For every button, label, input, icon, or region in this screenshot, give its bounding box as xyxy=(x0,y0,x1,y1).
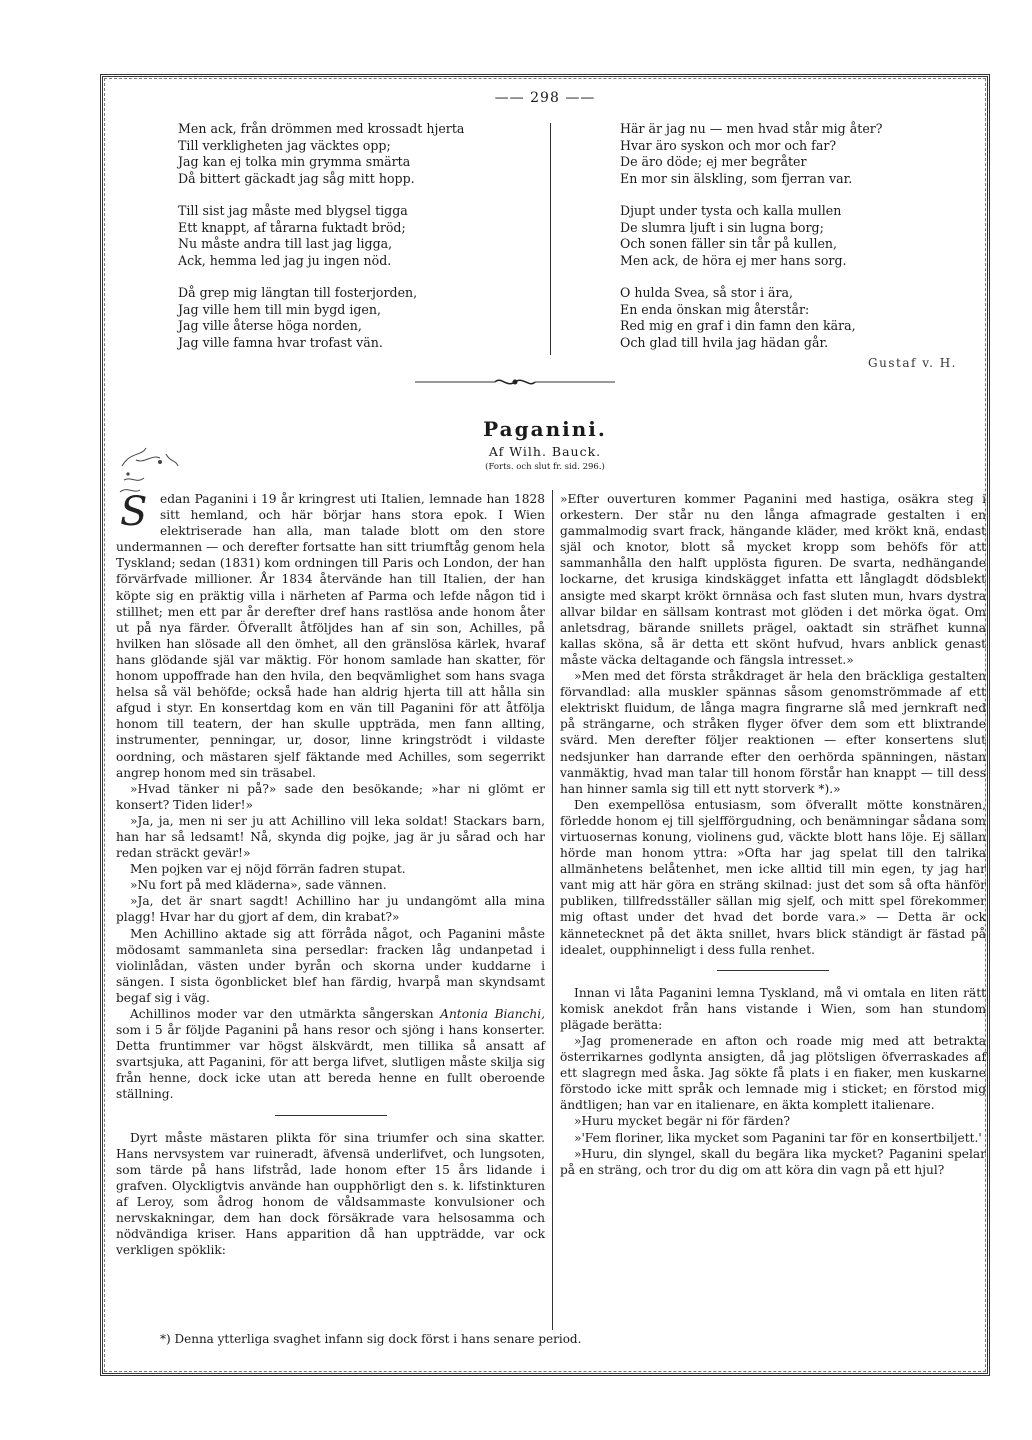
article-paragraph: »Efter ouverturen kommer Paganini med hastiga, osäkra steg i orkestern. Der står nu den långa afmagrade gestalten i en gammalmodig svart frack, hängande kläder, med krökt knä, endast själ och knotor, blott så mycket kropp som behöfs för att sammanhålla den halft upplösta figuren. De svarta, nedhängande lockarne, det krusiga kindskägget infatta ett långlagdt dödsblekt ansigte med skarpt krökt örnnäsa och fast sluten mun, hvars dystra allvar bildar en sällsam kontrast mot glöden i det mörka ögat. Om anletsdrag, bärande snillets prägel, oaktadt sin sträfhet kunna kallas sköna, så är detta ett skönt hufvud, hvars anblick genast måste väcka deltagande och fängsla intresset.» xyxy=(560,492,986,667)
article-title: Paganini. xyxy=(483,417,607,441)
antonia-name: Antonia Bianchi, xyxy=(440,1007,545,1021)
poem-right-column xyxy=(620,121,883,367)
article-paragraph: »'Fem floriner, lika mycket som Paganini tar för en konsertbiljett.' xyxy=(574,1130,982,1145)
poem-line: Men ack, de höra ej mer hans sorg. xyxy=(620,252,847,268)
article-paragraph: Innan vi låta Paganini lemna Tyskland, må vi omtala en liten rätt komisk anekdot från hans vistande i Wien, som han stundom plägade berätta: xyxy=(560,985,986,1032)
ornament-divider-icon xyxy=(415,376,615,388)
section-separator xyxy=(717,970,829,971)
poem-stanza xyxy=(620,121,883,187)
poem-line: Här är jag nu — men hvad står mig åter? xyxy=(620,121,883,136)
poem-line: Då grep mig längtan till fosterjorden, xyxy=(178,285,418,300)
page-number-dash-left: —— xyxy=(494,90,525,106)
poem-stanza xyxy=(178,203,464,269)
page-number-value: 298 xyxy=(530,90,560,106)
article-paragraph: Dyrt måste mästaren plikta för sina triumfer och sina skatter. Hans nervsystem var ruineradt, äfvensä underlifvet, och lungsoten, som tärde på hans lifstråd, lade honom efter 15 års lidande i grafven. Olyckligtvis använde han oupphörligt den s. k. lifstinkturen af Leroy, som ådrog honom de våldsammaste konvulsioner och nervskakningar, dem han dock försäkrade vara helsosamma och nödvändiga kriser. Hans apparition då han uppträdde, var ock verkligen spöklik: xyxy=(116,1130,545,1258)
poem-stanza xyxy=(178,285,464,351)
article-column-divider xyxy=(552,490,553,1330)
poem-signature: Gustaf v. H. xyxy=(868,356,957,370)
article-author: Af Wilh. Bauck. xyxy=(488,444,602,459)
poem-line: Red mig en graf i din famn den kära, xyxy=(620,318,856,333)
poem-line: Och sonen fäller sin tår på kullen, xyxy=(620,236,838,251)
poem-line: Jag ville famna hvar trofast vän. xyxy=(178,334,383,350)
article-paragraph: Den exempellösa entusiasm, som öfverallt mötte konstnären, förledde honom ej till sjelfförgudning, och benämningar sådana som virtuosernas konung, violinens gud, väckte blott hans löje. Ej sällan hörde man honom yttra: »Ofta har jag spelat till den talrika allmänhetens belåtenhet, men icke alltid till min egen, ty jag har vant mig att här göra en sträng skilnad: just det som så ofta hänför publiken, tillfredsställer sällan mig sjelf, och mitt spel förekommer mig oftast under det hvad det borde vara.» — Detta är ock kännetecknet på det äkta snillet, hvars blick ständigt är fästad på idealet, oupphinneligt i dess fulla renhet. xyxy=(560,797,986,957)
poem-line: Jag ville hem till min bygd igen, xyxy=(178,301,381,317)
article-paragraph: »Ja, ja, men ni ser ju att Achillino vill leka soldat! Stackars barn, han har så ledsamt! Nå, skynda dig pojke, jag är ju sårad och har redan sträckt gevär!» xyxy=(116,813,545,861)
article-continuation-note: (Forts. och slut fr. sid. 296.) xyxy=(485,462,605,472)
article-paragraph: Men pojken var ej nöjd förrän fadren stupat. xyxy=(130,862,406,877)
poem-line: Djupt under tysta och kalla mullen xyxy=(620,203,842,218)
poem-line: De slumra ljuft i sin lugna borg; xyxy=(620,219,824,235)
page-number-dash-right: —— xyxy=(565,90,596,106)
poem-line: Då bittert gäckadt jag såg mitt hopp. xyxy=(178,170,415,186)
article-paragraph: Men Achillino aktade sig att förråda något, och Paganini måste mödosamt sammanleta sina persedlar: fracken låg undanpetad i violinlådan, västen under byrån och skorna under kuddarne i sängen. I sista ögonblicket blef han färdig, hvarpå man skyndsamt begaf sig i väg. xyxy=(116,926,545,1005)
poem-left-column xyxy=(178,121,464,367)
article-right-column xyxy=(560,491,986,1178)
poem-line: Ack, hemma led jag ju ingen nöd. xyxy=(178,252,392,268)
article-paragraph: »Ja, det är snart sagdt! Achillino har ju undangömt alla mina plagg! Hvar har du gjort af dem, din krabat?» xyxy=(116,894,545,925)
article-paragraph: »Huru mycket begär ni för färden? xyxy=(574,1114,791,1129)
poem-stanza xyxy=(620,285,883,351)
article-paragraph: »Jag promenerade en afton och roade mig med att betrakta österrikarnes godlynta ansigten, då jag plötsligen öfverraskades af ett slagregn med åska. Jag sökte få plats i en fiaker, men kuskarne förstodo icke mitt språk och lemnade mig i sticket; en förstod mig ändtligen; han var en italienare, en äkta komplett italienare. xyxy=(560,1034,986,1113)
poem-line: En enda önskan mig återstår: xyxy=(620,301,810,317)
poem-line: Men ack, från drömmen med krossadt hjerta xyxy=(178,121,465,136)
footnote: *) Denna ytterliga svaghet infann sig dock först i hans senare period. xyxy=(160,1332,582,1346)
poem-line: Och glad till hvila jag hädan går. xyxy=(620,334,829,350)
poem-line: Jag ville återse höga norden, xyxy=(178,318,362,333)
poem-line: Till verkligheten jag väcktes opp; xyxy=(178,137,391,153)
poem-stanza xyxy=(178,121,464,187)
poem-line: Hvar äro syskon och mor och far? xyxy=(620,137,837,153)
antonia-text-before: Achillinos moder var den utmärkta sångerskan xyxy=(130,1007,434,1021)
poem-line: Till sist jag måste med blygsel tigga xyxy=(178,203,408,218)
article-left-column xyxy=(116,491,545,1258)
poem-line: De äro döde; ej mer begråter xyxy=(620,154,807,169)
antonia-text-after: som i 5 år följde Paganini på hans resor och sjöng i hans konserter. Detta fruntimmer var högst älskvärdt, men tillika så ansatt af svartsjuka, att Paganini, för att berga lifvet, slutligen måste skilja sig från henne, dock icke utan att bereda henne en fullt oberoende ställning. xyxy=(116,1023,545,1102)
article-paragraph: »Men med det första stråkdraget är hela den bräckliga gestalten förvandlad: alla muskler spännas såsom genomströmmade af ett elektriskt fluidum, de långa magra fingrarne slå med jernkraft ned på strängarne, och stråken flyger öfver dem som ett blixtrande svärd. Men derefter följer reaktionen — efter konsertens slut nedsjunker han darrande efter den oerhörda spänningen, nästan vanmäktig, hvad man talar till honom förstår han knappt — till dess han hinner samla sig till ett nytt storverk *).» xyxy=(560,669,986,796)
article-paragraph: »Nu fort på med kläderna», sade vännen. xyxy=(130,878,387,893)
poem-line: En mor sin älskling, som fjerran var. xyxy=(620,170,853,186)
article-paragraph xyxy=(116,1006,545,1103)
article-paragraph: »Huru, din slyngel, skall du begära lika mycket? Paganini spelar på en sträng, och tror du dig om att köra din vagn på ett hjul? xyxy=(560,1146,986,1177)
poem-line: Nu måste andra till last jag ligga, xyxy=(178,236,393,251)
poem-column-divider xyxy=(550,123,551,355)
article-paragraph: edan Paganini i 19 år kringrest uti Italien, lemnade han 1828 sitt hemland, och här börjar hans stora epok. I Wien elektriserade han alla, man talade blott om den store undermannen — och derefter fortsatte han sitt triumftåg genom hela Tyskland; sedan (1831) kom ordningen till Paris och London, der han förvärfvade millioner. År 1834 återvände han till Italien, der han köpte sig en präktig villa i närheten af Parma och lefde någon tid i stillhet; men ett par år derefter dref hans rastlösa ande honom åter ut på nya färder. Öfverallt åtföljdes han af sin son, Achilles, på hvilken han slösade all den ömhet, all den gränslösa kärlek, hvaraf hans glödande själ var mäktig. För honom samlade han skatter, för honom uppoffrade han den hvila, den beqvämlighet som hans svaga helsa så väl behöfde; också hade han aldrig hjerta till att hålla sin afgud i styr. En konsertdag kom en vän till Paganini för att åtfölja honom till teatern, der han skulle uppträda, men fann allting, instrumenter, penningar, ur, dosor, linne kringströdt i vildaste oordning, och mästaren sjelf fäktande med Achilles, som segerrikt angrep honom med sin träsabel. xyxy=(116,492,545,780)
poem-line: Jag kan ej tolka min grymma smärta xyxy=(178,154,411,169)
poem-stanza xyxy=(620,203,883,269)
poem-line: O hulda Svea, så stor i ära, xyxy=(620,285,794,300)
poem-line: Ett knappt, af tårarna fuktadt bröd; xyxy=(178,219,406,235)
dropcap-letter-icon xyxy=(116,491,160,529)
page-number xyxy=(100,90,990,106)
article-paragraph: »Hvad tänker ni på?» sade den besökande; »har ni glömt er konsert? Tiden lider!» xyxy=(116,781,545,812)
dropcap-letter: S xyxy=(120,491,148,529)
section-separator xyxy=(275,1115,387,1116)
